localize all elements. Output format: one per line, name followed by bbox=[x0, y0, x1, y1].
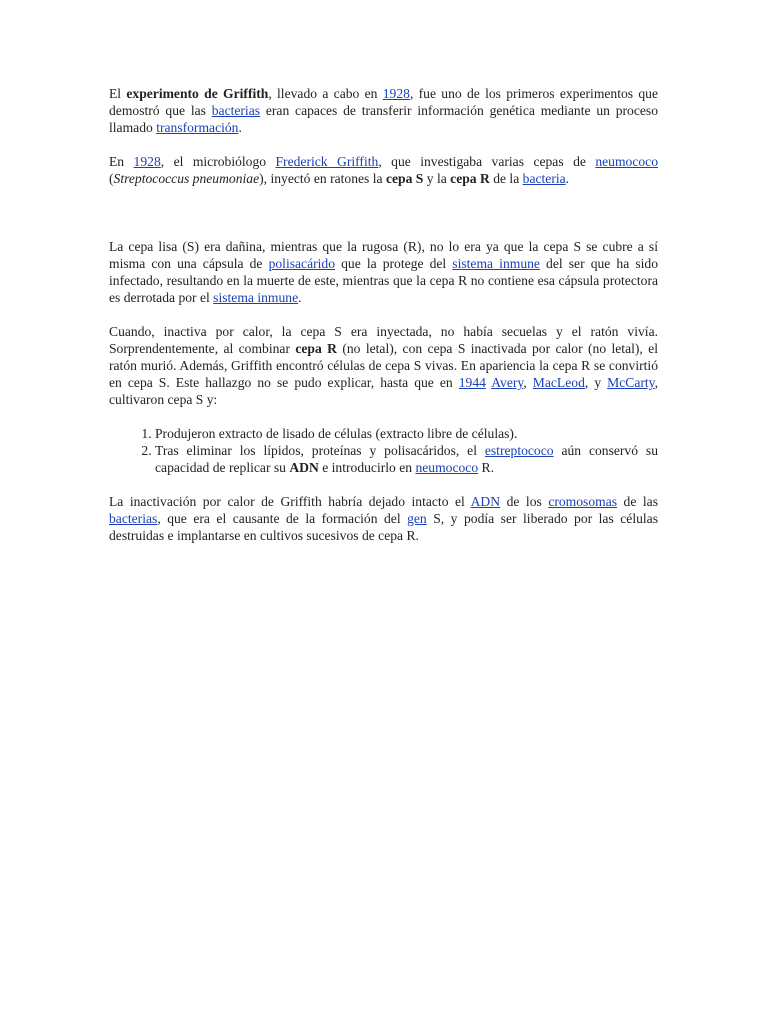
link-frederick-griffith[interactable]: Frederick Griffith bbox=[275, 154, 379, 169]
text: . bbox=[565, 171, 570, 186]
paragraph-conclusion bbox=[109, 493, 658, 544]
text: , el microbiólogo bbox=[160, 154, 276, 169]
link-polisacarido[interactable]: polisacárido bbox=[268, 256, 336, 271]
text: Produjeron extracto de lisado de células (extracto libre de células). bbox=[155, 426, 518, 441]
text: , y bbox=[584, 375, 608, 390]
text: , que investigaba varias cepas de bbox=[378, 154, 596, 169]
list-item bbox=[155, 425, 658, 442]
text: , bbox=[523, 375, 533, 390]
link-adn[interactable]: ADN bbox=[470, 494, 501, 509]
text: (no letal), con cepa S inactivada por calor (no letal), el ratón murió. Además, Griffith encontró células de cepa S vivas. En apariencia la cepa R se convirtió en cepa S. Este hallazgo no se pudo explicar, hasta que en bbox=[109, 341, 659, 390]
bold-term-experimento: experimento de Griffith bbox=[126, 86, 269, 101]
link-bacterias[interactable]: bacterias bbox=[211, 103, 261, 118]
link-neumococo[interactable]: neumococo bbox=[415, 460, 479, 475]
document-page bbox=[109, 85, 658, 561]
paragraph-intro bbox=[109, 85, 658, 136]
text: Cuando, inactiva por calor, la cepa S era inyectada, no había secuelas y el ratón vivía. Sorprendentemente, al combinar bbox=[109, 324, 658, 356]
text: de los bbox=[500, 494, 549, 509]
link-cromosomas[interactable]: cromosomas bbox=[548, 494, 618, 509]
text: El bbox=[109, 86, 127, 101]
text: , llevado a cabo en bbox=[268, 86, 383, 101]
text: aún conservó su capacidad de replicar su bbox=[155, 443, 658, 475]
text: de las bbox=[617, 494, 658, 509]
paragraph-cepa-lisa bbox=[109, 238, 658, 306]
paragraph-griffith bbox=[109, 153, 658, 187]
text: ), inyectó en ratones la bbox=[259, 171, 386, 186]
bold-term-cepa-r: cepa R bbox=[295, 341, 337, 356]
text: e introducirlo en bbox=[318, 460, 416, 475]
link-neumococo[interactable]: neumococo bbox=[595, 154, 659, 169]
text: R. bbox=[478, 460, 494, 475]
text: , cultivaron cepa S y: bbox=[109, 375, 659, 407]
text: ( bbox=[109, 171, 114, 186]
list-item bbox=[155, 442, 658, 476]
text: Tras eliminar los lípidos, proteínas y polisacáridos, el bbox=[155, 443, 485, 458]
bold-term-cepa-s: cepa S bbox=[385, 171, 424, 186]
text: En bbox=[109, 154, 134, 169]
link-mccarty[interactable]: McCarty bbox=[607, 375, 655, 390]
bold-term-adn: ADN bbox=[289, 460, 319, 475]
numbered-list bbox=[109, 425, 658, 476]
text: . bbox=[298, 290, 302, 305]
paragraph-inactiva bbox=[109, 323, 658, 408]
text: , fue uno de los primeros experimentos que demostró que las bbox=[109, 86, 659, 118]
text: y la bbox=[423, 171, 451, 186]
text: S, y podía ser liberado por las células destruidas e implantarse en cultivos sucesivos de cepa R. bbox=[109, 511, 658, 543]
link-macleod[interactable]: MacLeod bbox=[532, 375, 585, 390]
text: de la bbox=[489, 171, 523, 186]
link-sistema-inmune[interactable]: sistema inmune bbox=[213, 290, 299, 305]
link-bacteria[interactable]: bacteria bbox=[522, 171, 566, 186]
bold-term-cepa-r: cepa R bbox=[450, 171, 490, 186]
text: La cepa lisa (S) era dañina, mientras que la rugosa (R), no lo era ya que la cepa S se cubre a sí misma con una cápsula de bbox=[109, 239, 658, 271]
link-estreptococo[interactable]: estreptococo bbox=[484, 443, 554, 458]
link-gen[interactable]: gen bbox=[407, 511, 427, 526]
link-1928[interactable]: 1928 bbox=[382, 86, 410, 101]
link-1944[interactable]: 1944 bbox=[458, 375, 486, 390]
text: La inactivación por calor de Griffith habría dejado intacto el bbox=[109, 494, 471, 509]
text: que la protege del bbox=[335, 256, 453, 271]
link-avery[interactable]: Avery bbox=[491, 375, 524, 390]
italic-species-name: Streptococcus pneumoniae bbox=[113, 171, 260, 186]
text: . bbox=[238, 120, 242, 135]
text: eran capaces de transferir información genética mediante un proceso llamado bbox=[109, 103, 658, 135]
link-transformacion[interactable]: transformación bbox=[156, 120, 239, 135]
text: del ser que ha sido infectado, resultando en la muerte de este, mientras que la cepa R no contiene esa cápsula protectora es derrotada por el bbox=[109, 256, 658, 305]
link-sistema-inmune[interactable]: sistema inmune bbox=[452, 256, 540, 271]
link-1928[interactable]: 1928 bbox=[133, 154, 161, 169]
link-bacterias[interactable]: bacterias bbox=[109, 511, 158, 526]
text: , que era el causante de la formación del bbox=[157, 511, 408, 526]
